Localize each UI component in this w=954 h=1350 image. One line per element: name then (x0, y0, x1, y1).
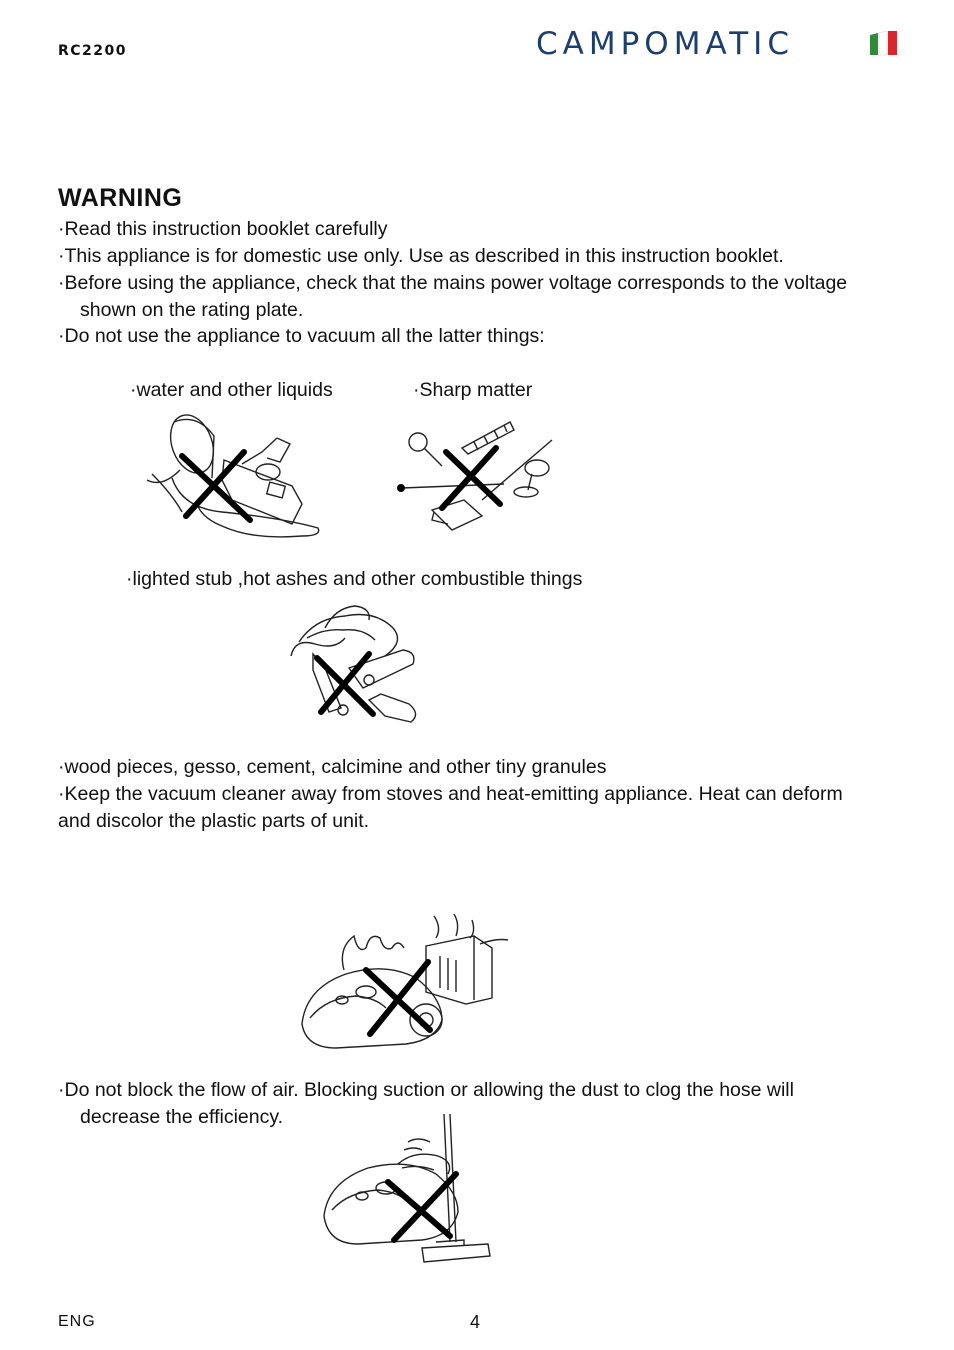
brand-logo (536, 26, 898, 62)
warning-line-4: ·Do not use the appliance to vacuum all the latter things: (58, 325, 545, 347)
granules-line: ·wood pieces, gesso, cement, calcimine and other tiny granules (58, 756, 607, 778)
warning-line-2: ·This appliance is for domestic use only. Use as described in this instruction booklet. (58, 245, 784, 267)
liquid-spill-illustration (142, 408, 330, 548)
heater-illustration (296, 908, 510, 1054)
footer-language: ENG (58, 1313, 96, 1330)
warning-heading: WARNING (58, 184, 183, 212)
airflow-line-2: decrease the efficiency. (80, 1106, 284, 1128)
caption-sharp: ·Sharp matter (413, 379, 533, 401)
blocked-hose-illustration (318, 1112, 498, 1272)
brand-name: CAMPOMATIC (536, 26, 794, 62)
warning-line-3: ·Before using the appliance, check that the mains power voltage corresponds to the voltage (58, 272, 848, 294)
cigarette-illustration (285, 598, 425, 726)
caption-combustible: ·lighted stub ,hot ashes and other combustible things (126, 568, 583, 590)
warning-line-1: ·Read this instruction booklet carefully (58, 218, 388, 240)
italian-flag-icon (868, 31, 898, 57)
heat-line-2: and discolor the plastic parts of unit. (58, 810, 370, 832)
model-number: RC2200 (58, 43, 128, 59)
page-number: 4 (470, 1312, 481, 1332)
warning-line-3b: shown on the rating plate. (80, 299, 304, 321)
airflow-line-1: ·Do not block the flow of air. Blocking suction or allowing the dust to clog the hose will (58, 1079, 794, 1101)
sharp-objects-illustration (392, 408, 564, 548)
heat-line-1: ·Keep the vacuum cleaner away from stoves and heat-emitting appliance. Heat can deform (58, 783, 843, 805)
caption-liquids: ·water and other liquids (130, 379, 333, 401)
